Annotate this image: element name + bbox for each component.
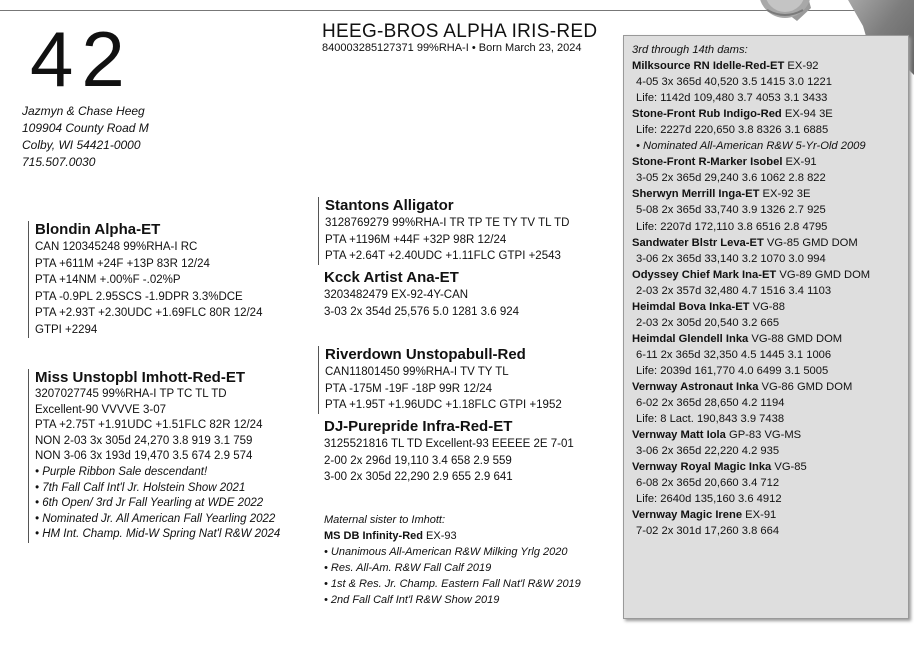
- dam-7-name: Sandwater Blstr Leva-ET: [632, 236, 764, 249]
- dam-12-score: GP-83 VG-MS: [725, 429, 802, 442]
- dam-11-record: Life: 8 Lact. 190,843 3.9 7438: [636, 413, 785, 426]
- sire-of-sire-name: Stantons Alligator: [325, 197, 454, 214]
- dam-of-sire-name: Kcck Artist Ana-ET: [324, 269, 459, 286]
- dam-3-name: Milksource RN Idelle-Red-ET: [632, 60, 785, 73]
- consignor-line: Colby, WI 54421-0000: [22, 138, 141, 152]
- dam-8-record: 2-03 2x 357d 32,480 4.7 1516 3.4 1103: [636, 284, 832, 297]
- dam-11-title: [632, 379, 908, 395]
- sire-of-dam-block: [318, 346, 562, 414]
- sire-of-dam-line: CAN11801450 99%RHA-I TV TY TL: [325, 366, 509, 378]
- dam-7-record: 3-06 2x 365d 33,140 3.2 1070 3.0 994: [636, 252, 826, 265]
- sire-of-dam-name: Riverdown Unstopabull-Red: [325, 346, 526, 363]
- dam-5-score: EX-91: [782, 156, 817, 169]
- dam-of-dam-line: 2-00 2x 296d 19,110 3.4 658 2.9 559: [324, 454, 512, 467]
- sire-line: PTA +2.93T +2.30UDC +1.69FLC 80R 12/24: [35, 307, 263, 319]
- dam-4-score: EX-94 3E: [781, 108, 833, 121]
- sire-line: PTA +611M +24F +13P 83R 12/24: [35, 257, 210, 270]
- dam-12-name: Vernway Matt Iola: [632, 429, 726, 442]
- dam-9-title: [632, 299, 908, 315]
- sire-of-sire-block: [318, 197, 569, 265]
- dam-5-title: [632, 154, 908, 170]
- sire-of-sire-line: PTA +2.64T +2.40UDC +1.11FLC GTPI +2543: [325, 250, 561, 262]
- sire-of-dam-line: PTA -175M -19F -18P 99R 12/24: [325, 382, 493, 395]
- sire-line: GTPI +2294: [35, 323, 98, 336]
- dam-10-score: VG-88 GMD DOM: [748, 332, 843, 345]
- dam-line: NON 2-03 3x 305d 24,270 3.8 919 3.1 759: [35, 434, 253, 447]
- dam-12-record: 3-06 2x 365d 22,220 4.2 935: [636, 445, 780, 458]
- dam-5-name: Stone-Front R-Marker Isobel: [632, 156, 783, 169]
- dam-7-title: [632, 235, 908, 251]
- dam-13-name: Vernway Royal Magic Inka: [632, 461, 772, 474]
- sire-block: [28, 221, 262, 338]
- dam-3-title: [632, 58, 908, 74]
- dam-11-score: VG-86 GMD DOM: [758, 380, 853, 393]
- dam-9-record: 2-03 2x 305d 20,540 3.2 665: [636, 316, 780, 329]
- maternal-sister-note: • Res. All-Am. R&W Fall Calf 2019: [324, 562, 492, 574]
- consignor-line: Jazmyn & Chase Heeg: [22, 104, 145, 118]
- maternal-sister-block: [324, 512, 581, 608]
- dam-10-name: Heimdal Glendell Inka: [632, 332, 749, 345]
- dam-6-title: [632, 186, 908, 202]
- dam-10-record: Life: 2039d 161,770 4.0 6499 3.1 5005: [636, 364, 829, 377]
- dam-9-score: VG-88: [749, 300, 785, 313]
- dam-3-score: EX-92: [784, 60, 819, 73]
- maternal-sister-score: EX-93: [423, 530, 457, 542]
- dam-11-name: Vernway Astronaut Inka: [632, 380, 759, 393]
- dam-3-record: 4-05 3x 365d 40,520 3.5 1415 3.0 1221: [636, 76, 832, 89]
- dam-4-name: Stone-Front Rub Indigo-Red: [632, 108, 782, 121]
- maternal-sister-note: • 2nd Fall Calf Int'l R&W Show 2019: [324, 594, 500, 606]
- dam-note: • 7th Fall Calf Int'l Jr. Holstein Show 2021: [35, 481, 246, 494]
- maternal-sister-note: • Unanimous All-American R&W Milking Yrlg 2020: [324, 546, 568, 558]
- dam-of-sire-block: [324, 269, 519, 320]
- dam-4-title: [632, 106, 908, 122]
- dam-6-record: 5-08 2x 365d 33,740 3.9 1326 2.7 925: [636, 204, 826, 217]
- dam-line: Excellent-90 VVVVE 3-07: [35, 403, 167, 416]
- dam-line: PTA +2.75T +1.91UDC +1.51FLC 82R 12/24: [35, 419, 263, 432]
- dam-7-score: VG-85 GMD DOM: [763, 236, 858, 249]
- dam-of-dam-name: DJ-Purepride Infra-Red-ET: [324, 418, 513, 435]
- maternal-sister-name: MS DB Infinity-Red: [324, 530, 423, 542]
- dam-block: [28, 369, 280, 543]
- consignor-line: 715.507.0030: [22, 155, 96, 169]
- dam-note: • Nominated Jr. All American Fall Yearling 2022: [35, 512, 276, 525]
- sire-of-dam-line: PTA +1.95T +1.96UDC +1.18FLC GTPI +1952: [325, 399, 562, 411]
- dam-6-record: Life: 2207d 172,110 3.8 6516 2.8 4795: [636, 220, 828, 233]
- animal-details: 840003285127371 99%RHA-I • Born March 23, 2024: [322, 42, 582, 54]
- dam-4-record: Life: 2227d 220,650 3.8 8326 3.1 6885: [636, 124, 829, 137]
- consignor-address: [22, 103, 149, 171]
- sire-line: PTA +14NM +.00%F -.02%P: [35, 274, 181, 286]
- dam-name: Miss Unstopbl Imhott-Red-ET: [35, 369, 245, 386]
- sire-line: PTA -0.9PL 2.95SCS -1.9DPR 3.3%DCE: [35, 290, 243, 303]
- sire-line: CAN 120345248 99%RHA-I RC: [35, 241, 198, 253]
- dam-13-title: [632, 459, 908, 475]
- maternal-sister-note: • 1st & Res. Jr. Champ. Eastern Fall Nat'l R&W 2019: [324, 578, 581, 590]
- sire-of-sire-line: PTA +1196M +44F +32P 98R 12/24: [325, 233, 507, 246]
- extended-pedigree-box: [623, 35, 909, 619]
- dam-note: • HM Int. Champ. Mid-W Spring Nat'l R&W 2024: [35, 528, 281, 541]
- dam-14-record: 7-02 2x 301d 17,260 3.8 664: [636, 525, 780, 538]
- dam-4-record: • Nominated All-American R&W 5-Yr-Old 2009: [636, 140, 866, 153]
- dam-12-title: [632, 427, 908, 443]
- dam-of-dam-block: [324, 418, 574, 486]
- lot-number: 42: [30, 15, 133, 103]
- dam-of-sire-line: 3203482479 EX-92-4Y-CAN: [324, 289, 469, 301]
- dam-of-sire-line: 3-03 2x 354d 25,576 5.0 1281 3.6 924: [324, 305, 520, 318]
- dam-11-record: 6-02 2x 365d 28,650 4.2 1194: [636, 397, 785, 410]
- dam-6-score: EX-92 3E: [759, 188, 811, 201]
- dam-13-score: VG-85: [771, 461, 807, 474]
- dam-3-record: Life: 1142d 109,480 3.7 4053 3.1 3433: [636, 92, 828, 105]
- dam-13-record: 6-08 2x 365d 20,660 3.4 712: [636, 477, 780, 490]
- dam-6-name: Sherwyn Merrill Inga-ET: [632, 188, 760, 201]
- sire-of-sire-line: 3128769279 99%RHA-I TR TP TE TY TV TL TD: [325, 217, 570, 229]
- dam-8-name: Odyssey Chief Mark Ina-ET: [632, 268, 777, 281]
- dam-9-name: Heimdal Bova Inka-ET: [632, 300, 750, 313]
- dam-8-title: [632, 267, 908, 283]
- dam-10-record: 6-11 2x 365d 32,350 4.5 1445 3.1 1006: [636, 348, 832, 361]
- dam-8-score: VG-89 GMD DOM: [776, 268, 871, 281]
- dam-14-name: Vernway Magic Irene: [632, 509, 743, 522]
- animal-name: HEEG-BROS ALPHA IRIS-RED: [322, 21, 598, 42]
- maternal-sister-title: [324, 528, 581, 544]
- dam-of-dam-line: 3-00 2x 305d 22,290 2.9 655 2.9 641: [324, 471, 513, 483]
- dam-14-title: [632, 507, 908, 523]
- pedigree-heading: 3rd through 14th dams:: [632, 44, 748, 56]
- maternal-sister-heading: Maternal sister to Imhott:: [324, 514, 446, 526]
- dam-of-dam-line: 3125521816 TL TD Excellent-93 EEEEE 2E 7-01: [324, 438, 574, 450]
- sire-name: Blondin Alpha-ET: [35, 221, 161, 238]
- dam-line: 3207027745 99%RHA-I TP TC TL TD: [35, 388, 227, 400]
- consignor-line: 109904 County Road M: [22, 121, 149, 135]
- dam-13-record: Life: 2640d 135,160 3.6 4912: [636, 493, 782, 506]
- dam-14-score: EX-91: [742, 509, 777, 522]
- dam-note: • 6th Open/ 3rd Jr Fall Yearling at WDE 2022: [35, 497, 264, 510]
- dam-5-record: 3-05 2x 365d 29,240 3.6 1062 2.8 822: [636, 172, 826, 185]
- dam-note: • Purple Ribbon Sale descendant!: [35, 465, 208, 478]
- dam-10-title: [632, 331, 908, 347]
- dam-line: NON 3-06 3x 193d 19,470 3.5 674 2.9 574: [35, 450, 253, 463]
